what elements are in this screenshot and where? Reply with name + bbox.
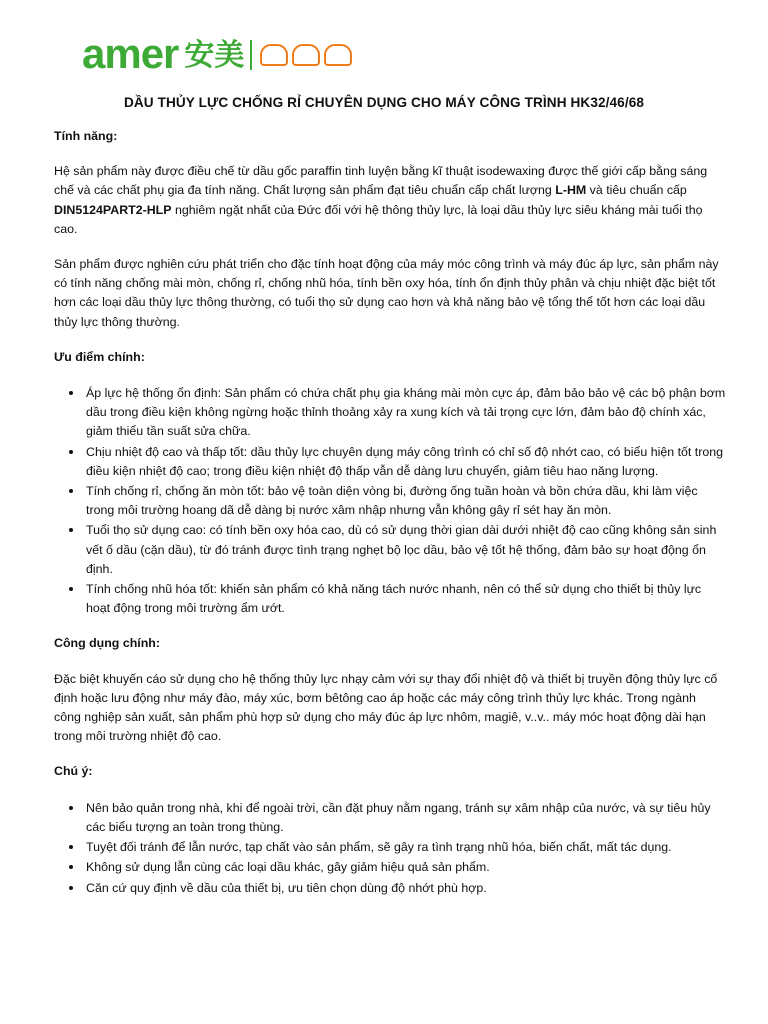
features-heading: Tính năng: — [54, 129, 118, 143]
list-item: • Tính chống nhũ hóa tốt: khiến sản phẩm có khả năng tách nước nhanh, nên có thể sử dụng cho thiết bị thủy lực hoạt động trong môi trường ẩm ướt. — [84, 579, 726, 618]
standard-din: DIN5124PART2-HLP — [54, 202, 172, 217]
text-run: nghiêm ngặt nhất của Đức đối với hệ thông thủy lực, là loại dầu thủy lực siêu kháng mài tuổi thọ cao. — [54, 202, 703, 236]
list-item: • Tính chống rỉ, chống ăn mòn tốt: bảo vệ toàn diện vòng bi, đường ống tuần hoàn và bồn chứa dầu, khi làm việc trong môi trường hoang dã dễ dàng bị nước xâm nhập nhưng vẫn không gây rỉ sét hay ăn mòn. — [84, 481, 726, 520]
advantages-list — [54, 383, 726, 618]
list-item: • Nên bảo quản trong nhà, khi để ngoài trời, cần đặt phuy nằm ngang, tránh sự xâm nhập của nước, và sự tiêu hủy các biểu tượng an toàn trong thùng. — [84, 798, 726, 837]
certification-badge-icon — [292, 44, 320, 66]
text-run: Hệ sản phẩm này được điều chế từ dầu gốc paraffin tinh luyện bằng kĩ thuật isodewaxing được thế giới cấp bằng sáng chế và các chất phụ gia đa tính năng. Chất lượng sản phẩm đạt tiêu chuẩn cấp chất lượng — [54, 164, 708, 198]
logo-divider — [250, 40, 252, 70]
list-item: • Tuyệt đối tránh để lẫn nước, tạp chất vào sản phẩm, sẽ gây ra tình trạng nhũ hóa, biến chất, mất tác dụng. — [84, 837, 726, 857]
list-item: • Chịu nhiệt độ cao và thấp tốt: dầu thủy lực chuyên dụng máy công trình có chỉ số độ nhớt cao, có biểu hiện tốt trong điều kiện nhiệt độ cao; trong điều kiện nhiệt độ thấp vẫn dễ dàng lưu chuyển, giảm tiêu hao năng lượng. — [84, 442, 726, 481]
standard-lhm: L-HM — [555, 183, 587, 198]
text-run: và tiêu chuẩn cấp — [586, 183, 687, 198]
advantages-heading: Ưu điểm chính: — [54, 349, 145, 364]
list-item: • Áp lực hệ thống ổn định: Sản phẩm có chứa chất phụ gia kháng mài mòn cực áp, đảm bảo bảo vệ các bộ phận bơm dầu trong điều kiện không ngừng hoặc thỉnh thoảng xảy ra xung kích và tải trọng cực lớn, đảm bảo độ chính xác, giảm thiểu tần suất sửa chữa. — [84, 383, 726, 442]
notes-list — [54, 798, 726, 898]
brand-logo — [82, 30, 354, 77]
certification-badge-icon — [260, 44, 288, 66]
list-item: • Tuổi thọ sử dụng cao: có tính bền oxy hóa cao, dù có sử dụng thời gian dài dưới nhiệt độ cao cũng không sản sinh vết ố dầu (cặn dầu), từ đó tránh được tình trạng nghẹt bộ lọc dầu, bảo vệ tốt hệ thống, đảm bảo sự hoạt động ổn định. — [84, 520, 726, 579]
document-body — [54, 127, 726, 914]
list-item: • Căn cứ quy định về dầu của thiết bị, ưu tiên chọn dùng độ nhớt phù hợp. — [84, 878, 726, 898]
uses-paragraph: Đặc biệt khuyến cáo sử dụng cho hệ thống thủy lực nhạy cảm với sự thay đổi nhiệt độ và thiết bị truyền động thủy lực cố định hoặc lưu động như máy đào, máy xúc, bơm bêtông cao áp hoặc các máy công trình thủy lực khác. Trong ngành công nghiệp sản xuất, sản phẩm phù hợp sử dụng cho máy đúc áp lực nhôm, magiê, v..v.. máy móc hoạt động dài hạn trong môi trường nhiệt độ cao. — [54, 671, 718, 744]
uses-heading: Công dụng chính: — [54, 636, 160, 651]
logo-cjk-text: 安美 — [184, 38, 245, 73]
list-item: • Không sử dụng lẫn cùng các loại dầu khác, gây giảm hiệu quả sản phẩm. — [84, 857, 726, 877]
logo-latin-text: amer — [82, 30, 179, 77]
document-title: DẦU THỦY LỰC CHỐNG RỈ CHUYÊN DỤNG CHO MÁY CÔNG TRÌNH HK32/46/68 — [123, 95, 645, 110]
notes-heading: Chú ý: — [54, 764, 93, 779]
certification-badge-icon — [324, 44, 352, 66]
features-paragraph-1 — [54, 162, 726, 239]
features-paragraph-2: Sản phẩm được nghiên cứu phát triển cho đặc tính hoạt động của máy móc công trình và máy đúc áp lực, sản phẩm này có tính năng chống mài mòn, chống rỉ, chống nhũ hóa, tính bền oxy hóa, tính ổn định thủy phân và chịu nhiệt đặc biệt tốt hơn các loại dầu thủy lực thông thường, có tuổi thọ sử dụng cao hơn và khả năng bảo vệ tổng thể tốt hơn các loại dầu thủy lực thông thường. — [54, 257, 719, 329]
